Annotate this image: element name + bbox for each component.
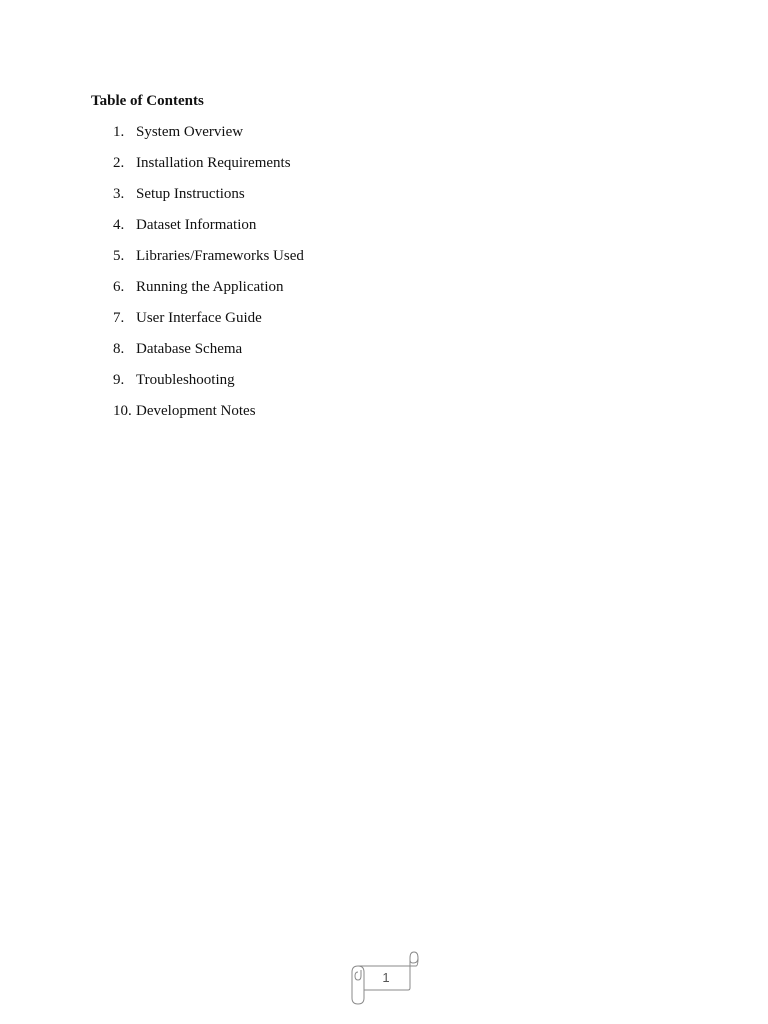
- toc-item-label: System Overview: [136, 124, 244, 140]
- toc-item-number: 4.: [113, 217, 125, 233]
- toc-item-number: 2.: [113, 155, 125, 171]
- toc-item-number: 5.: [113, 248, 125, 264]
- toc-item-number: 1.: [113, 124, 125, 140]
- toc-item-number: 3.: [113, 186, 125, 202]
- toc-item-number: 10.: [113, 403, 132, 419]
- toc-item-label: Troubleshooting: [136, 372, 235, 388]
- toc-item-label: Running the Application: [136, 279, 284, 295]
- toc-item-number: 6.: [113, 279, 125, 295]
- toc-title: Table of Contents: [91, 93, 204, 109]
- toc-item-label: Dataset Information: [136, 217, 257, 233]
- toc-item-number: 8.: [113, 341, 125, 357]
- toc-item-label: Development Notes: [136, 403, 256, 419]
- page-number: 1: [382, 970, 390, 985]
- toc-item-label: Database Schema: [136, 341, 243, 357]
- toc-item-number: 7.: [113, 310, 125, 326]
- page-footer: [348, 950, 420, 1006]
- toc-item-label: Installation Requirements: [136, 155, 291, 171]
- toc-item-label: Setup Instructions: [136, 186, 245, 202]
- toc-item-label: User Interface Guide: [136, 310, 262, 326]
- toc-item-number: 9.: [113, 372, 125, 388]
- toc-item-label: Libraries/Frameworks Used: [136, 248, 304, 264]
